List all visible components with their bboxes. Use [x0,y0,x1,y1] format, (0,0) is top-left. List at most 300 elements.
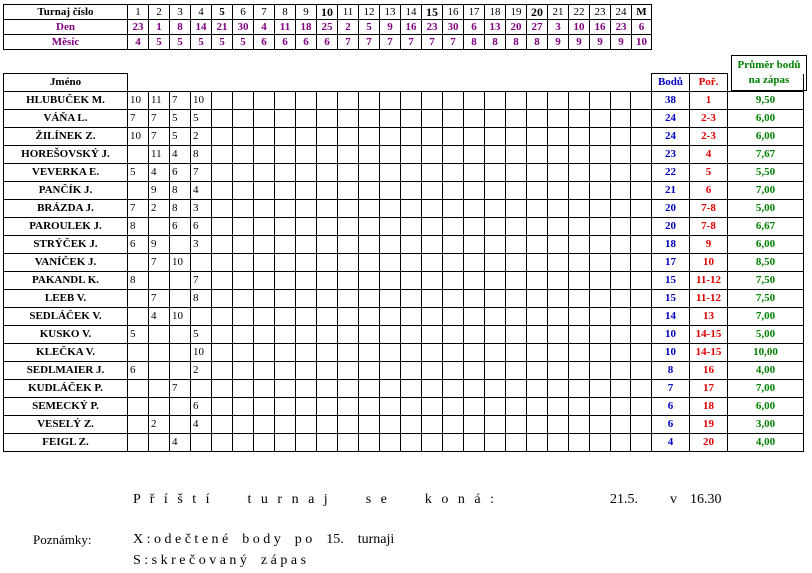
player-average: 7,50 [728,272,804,290]
score-cell [611,254,631,272]
results-header-row [4,74,804,92]
score-cell [380,434,401,452]
player-points: 21 [652,182,690,200]
row-gap-cell [631,272,652,290]
score-cell [212,254,233,272]
score-cell [317,398,338,416]
score-cell [569,236,590,254]
score-cell [254,128,275,146]
score-cell [317,416,338,434]
score-cell [296,362,317,380]
score-cell [422,218,443,236]
player-row [4,308,804,326]
score-cell [548,200,569,218]
score-cell [275,128,296,146]
row-gap-cell [631,416,652,434]
row-gap-cell [631,398,652,416]
score-cell [401,344,422,362]
score-cell [128,182,149,200]
score-cell [422,92,443,110]
score-cell [548,92,569,110]
score-cell [317,326,338,344]
score-cell [317,110,338,128]
player-name: PANČÍK J. [4,182,128,200]
score-cell [611,308,631,326]
score-cell: 5 [170,110,191,128]
score-cell [212,362,233,380]
score-cell [401,362,422,380]
score-cell [590,398,611,416]
schedule-cell: 17 [464,5,485,20]
score-cell: 6 [191,398,212,416]
player-name: KLEČKA V. [4,344,128,362]
schedule-cell: 11 [338,5,359,20]
schedule-cell: 4 [128,35,149,50]
score-cell: 10 [170,254,191,272]
score-cell: 10 [128,92,149,110]
score-cell: 8 [191,290,212,308]
score-cell [317,164,338,182]
score-cell [422,164,443,182]
score-cell [548,164,569,182]
player-row [4,416,804,434]
schedule-cell: 15 [422,5,443,20]
player-average: 6,00 [728,236,804,254]
score-cell [464,146,485,164]
score-cell [422,110,443,128]
score-cell [380,308,401,326]
score-cell [443,290,464,308]
schedule-cell: 3 [548,20,569,35]
score-cell [443,380,464,398]
score-cell [338,182,359,200]
score-cell [212,290,233,308]
schedule-row-label: Měsíc [4,35,128,50]
score-cell [527,254,548,272]
schedule-cell: 22 [569,5,590,20]
score-cell [380,182,401,200]
player-name: HLUBUČEK M. [4,92,128,110]
schedule-cell: 23 [611,20,632,35]
player-points: 6 [652,398,690,416]
score-cell [233,110,254,128]
score-cell [443,416,464,434]
score-cell [401,236,422,254]
score-cell [254,272,275,290]
next-tournament-label: P ř í š t í t u r n a j s e k o n á : [133,492,494,507]
score-cell [275,254,296,272]
score-cell [527,434,548,452]
score-cell [275,236,296,254]
schedule-cell: 7 [422,35,443,50]
schedule-cell: 9 [296,5,317,20]
score-cell: 2 [149,200,170,218]
score-cell [464,416,485,434]
player-rank: 4 [690,146,728,164]
score-cell [233,146,254,164]
player-rank: 16 [690,362,728,380]
score-cell [170,344,191,362]
score-cell [338,236,359,254]
schedule-cell: 9 [611,35,632,50]
score-cell [212,92,233,110]
schedule-cell: 2 [338,20,359,35]
score-cell [569,110,590,128]
score-cell [233,164,254,182]
player-rank: 19 [690,416,728,434]
player-points: 20 [652,218,690,236]
schedule-cell: 7 [401,35,422,50]
score-cell [338,326,359,344]
score-cell [128,146,149,164]
score-cell [233,344,254,362]
score-cell [212,326,233,344]
score-cell [590,254,611,272]
row-gap-cell [631,344,652,362]
score-cell [233,236,254,254]
score-cell [590,218,611,236]
score-cell [464,380,485,398]
average-header-line2: na zápas [748,73,790,86]
score-cell [212,272,233,290]
player-points: 22 [652,164,690,182]
score-cell [149,344,170,362]
score-cell [569,434,590,452]
score-cell [296,326,317,344]
score-cell [128,398,149,416]
schedule-cell: 14 [191,20,212,35]
score-cell [569,146,590,164]
player-average: 6,67 [728,218,804,236]
score-cell [212,128,233,146]
schedule-cell: 9 [569,35,590,50]
player-rank: 9 [690,236,728,254]
score-cell [464,164,485,182]
score-cell [338,344,359,362]
score-cell [527,182,548,200]
score-cell [422,146,443,164]
schedule-cell: 30 [233,20,254,35]
schedule-cell: 18 [296,20,317,35]
score-cell [590,326,611,344]
schedule-cell: 7 [443,35,464,50]
score-cell [338,434,359,452]
row-gap-cell [631,362,652,380]
score-cell [128,434,149,452]
score-cell [422,182,443,200]
score-cell [611,344,631,362]
score-cell [569,164,590,182]
score-cell [548,236,569,254]
score-cell: 2 [149,416,170,434]
player-name: PAKANDL K. [4,272,128,290]
name-column-header: Jméno [4,74,128,92]
player-average: 6,00 [728,128,804,146]
score-cell [548,272,569,290]
score-cell [611,146,631,164]
score-cell [212,434,233,452]
score-cell [611,326,631,344]
player-points: 38 [652,92,690,110]
score-cell [443,92,464,110]
score-cell [443,236,464,254]
score-cell [590,236,611,254]
score-cell [359,362,380,380]
score-cell [254,308,275,326]
score-cell [443,164,464,182]
player-name: BRÁZDA J. [4,200,128,218]
score-cell [212,236,233,254]
schedule-cell: 27 [527,20,548,35]
player-rank: 11-12 [690,290,728,308]
score-cell [317,182,338,200]
score-cell: 5 [170,128,191,146]
score-cell: 4 [191,416,212,434]
score-cell [359,326,380,344]
score-cell [254,326,275,344]
player-points: 20 [652,200,690,218]
schedule-cell: 6 [275,35,296,50]
player-average: 6,00 [728,398,804,416]
schedule-cell: 6 [632,20,652,35]
score-cell [443,308,464,326]
score-cell [317,146,338,164]
score-cell [128,416,149,434]
score-cell [170,416,191,434]
score-cell [380,362,401,380]
score-cell: 5 [128,326,149,344]
score-cell [296,146,317,164]
score-cell [443,128,464,146]
next-tournament-date: 21.5. [610,492,638,507]
score-cell: 10 [128,128,149,146]
score-cell: 6 [170,218,191,236]
player-name: VEVERKA E. [4,164,128,182]
score-cell [359,416,380,434]
score-cell [569,200,590,218]
score-cell [359,128,380,146]
schedule-cell: 21 [548,5,569,20]
score-cell: 7 [128,200,149,218]
schedule-cell: 6 [254,35,275,50]
score-cell [422,434,443,452]
score-cell [527,326,548,344]
score-cell: 7 [149,290,170,308]
score-cell [317,272,338,290]
score-cell [359,272,380,290]
score-cell [485,200,506,218]
score-cell [254,236,275,254]
score-cell [464,128,485,146]
score-cell [275,272,296,290]
schedule-cell: 16 [443,5,464,20]
row-gap-cell [631,308,652,326]
score-cell [380,200,401,218]
score-cell [506,218,527,236]
score-cell [275,326,296,344]
score-cell [380,380,401,398]
score-cell: 10 [191,344,212,362]
score-cell [506,434,527,452]
score-cell [338,416,359,434]
score-cell [296,416,317,434]
score-cell [485,380,506,398]
score-cell [401,272,422,290]
score-cell [359,110,380,128]
score-cell [296,434,317,452]
player-name: KUDLÁČEK P. [4,380,128,398]
score-cell [422,326,443,344]
schedule-cell: 5 [212,35,233,50]
score-cell [527,164,548,182]
score-cell [233,398,254,416]
score-cell [569,182,590,200]
score-cell [359,398,380,416]
score-cell [485,164,506,182]
score-cell [422,416,443,434]
score-cell [569,290,590,308]
score-cell [359,434,380,452]
score-cell [569,362,590,380]
schedule-row-turnaj [4,5,652,20]
row-gap-cell [631,182,652,200]
score-cell [338,290,359,308]
score-cell [380,92,401,110]
player-points: 4 [652,434,690,452]
score-cell [464,254,485,272]
score-cell [296,182,317,200]
player-name: FEIGL Z. [4,434,128,452]
schedule-cell: 6 [233,5,254,20]
score-cell [401,398,422,416]
schedule-cell: 8 [485,35,506,50]
score-cell [233,200,254,218]
score-cell [464,272,485,290]
score-cell [569,380,590,398]
schedule-cell: 2 [149,5,170,20]
score-cell [128,308,149,326]
player-points: 23 [652,146,690,164]
score-cell [590,416,611,434]
player-rank: 14-15 [690,326,728,344]
score-cell [254,200,275,218]
score-cell [548,110,569,128]
score-cell [275,308,296,326]
score-cell: 5 [128,164,149,182]
score-cell [548,308,569,326]
row-gap-cell [631,92,652,110]
score-cell [506,254,527,272]
score-cell [506,200,527,218]
score-cell [296,128,317,146]
score-cell [401,380,422,398]
score-cell: 9 [149,236,170,254]
schedule-row-mesic [4,35,652,50]
schedule-cell: 10 [632,35,652,50]
score-cell [611,110,631,128]
score-cell [506,110,527,128]
row-gap-cell [631,236,652,254]
score-cell: 3 [191,236,212,254]
score-cell [233,416,254,434]
score-cell [275,146,296,164]
score-cell [506,326,527,344]
score-cell [485,218,506,236]
player-name: KUSKO V. [4,326,128,344]
row-gap-cell [631,254,652,272]
schedule-cell: 8 [464,35,485,50]
score-cell [338,398,359,416]
score-cell: 8 [128,218,149,236]
score-cell [422,272,443,290]
score-cell: 2 [191,128,212,146]
score-cell [233,92,254,110]
score-cell [380,344,401,362]
score-cell [548,218,569,236]
score-cell [590,362,611,380]
schedule-cell: 12 [359,5,380,20]
score-cell [359,164,380,182]
score-cell [485,326,506,344]
score-cell [611,416,631,434]
score-cell [569,92,590,110]
player-rank: 18 [690,398,728,416]
score-cell [275,290,296,308]
score-cell [275,380,296,398]
score-cell [590,200,611,218]
score-cell [359,236,380,254]
score-cell [527,272,548,290]
player-average: 5,00 [728,200,804,218]
score-cell [275,110,296,128]
score-cell [506,308,527,326]
score-cell [590,380,611,398]
score-cell [569,254,590,272]
score-cell [170,398,191,416]
score-cell [191,434,212,452]
score-cell [401,128,422,146]
schedule-cell: 6 [464,20,485,35]
score-cell [275,416,296,434]
score-cell [317,236,338,254]
score-cell [527,110,548,128]
row-gap-cell [631,164,652,182]
score-cell [527,362,548,380]
player-row [4,182,804,200]
player-rank: 2-3 [690,110,728,128]
score-cell [443,344,464,362]
score-cell [443,254,464,272]
score-cell [254,416,275,434]
score-cell [359,200,380,218]
score-cell [338,380,359,398]
score-cell [548,398,569,416]
schedule-cell: 7 [359,35,380,50]
score-cell [548,380,569,398]
score-cell [485,182,506,200]
schedule-cell: 8 [170,20,191,35]
score-cell [338,146,359,164]
schedule-cell: 4 [191,5,212,20]
score-cell [359,92,380,110]
schedule-cell: 8 [275,5,296,20]
score-cell [422,308,443,326]
score-cell [380,164,401,182]
row-gap-cell [631,326,652,344]
score-cell [296,200,317,218]
row-gap-cell [631,380,652,398]
score-cell [485,272,506,290]
